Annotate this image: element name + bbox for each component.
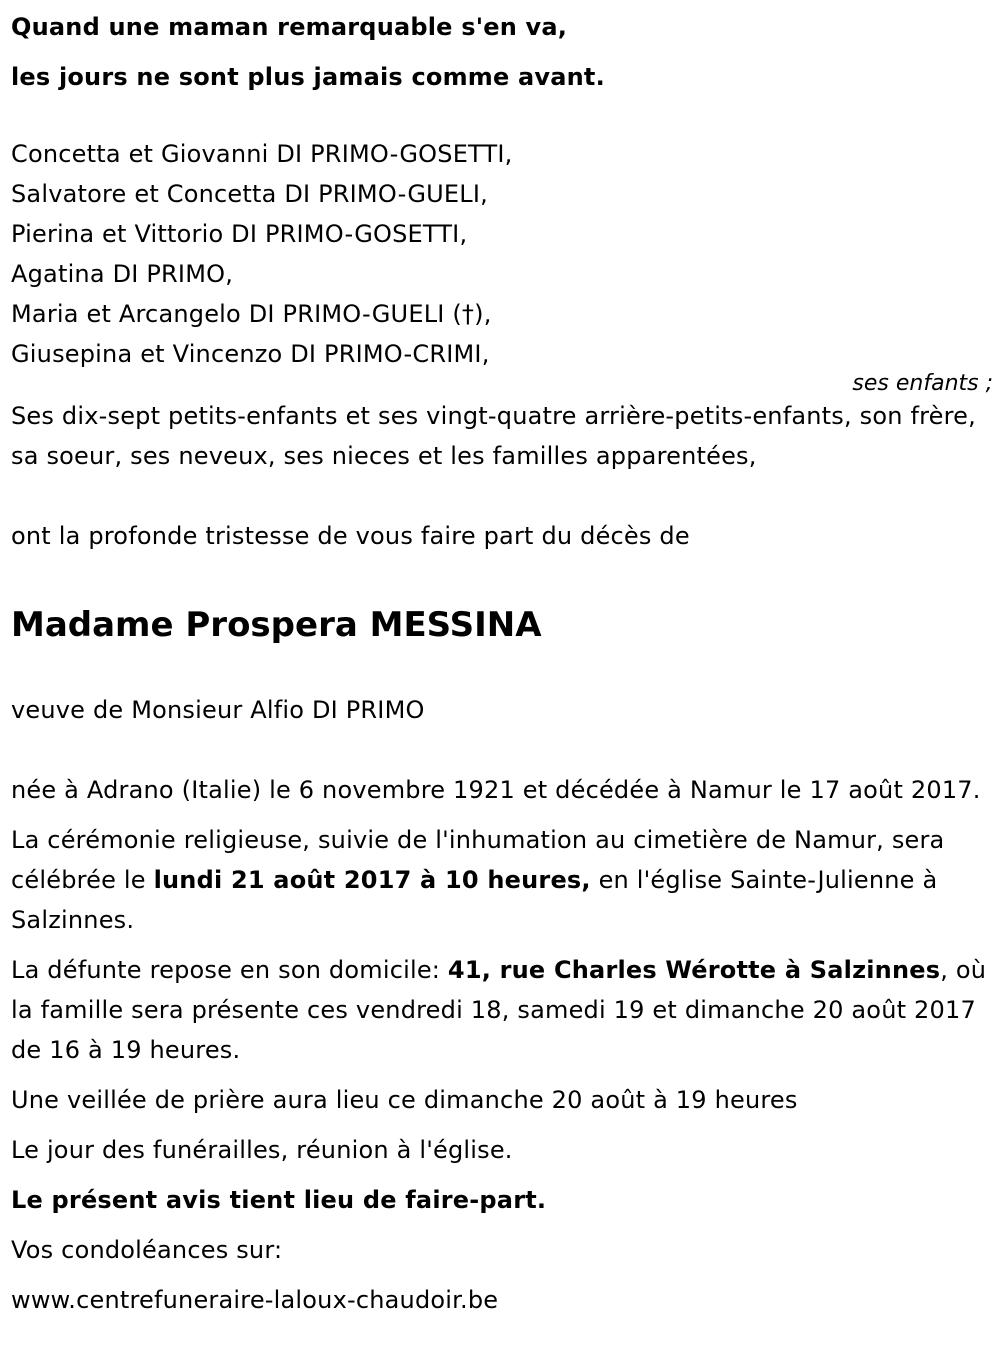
obituary-notice	[11, 0, 991, 1320]
notice-text: Le présent avis tient lieu de faire-part.	[11, 1186, 547, 1214]
funeral-day-text: Le jour des funérailles, réunion à l'église.	[11, 1136, 513, 1164]
birth-death-dates: née à Adrano (Italie) le 6 novembre 1921 et décédée à Namur le 17 août 2017.	[11, 776, 981, 804]
children-signoff: ses enfants ;	[852, 371, 993, 396]
vigil-text: Une veillée de prière aura lieu ce dimanche 20 août à 19 heures	[11, 1086, 798, 1114]
repose-paragraph	[11, 950, 991, 1070]
condolences-label: Vos condoléances sur:	[11, 1236, 283, 1264]
condolences-url: www.centrefuneraire-laloux-chaudoir.be	[11, 1286, 499, 1314]
opening-line-1: Quand une maman remarquable s'en va,	[11, 13, 568, 41]
ceremony-text-after: en l'église Sainte-Julienne à Salzinnes.	[11, 866, 938, 934]
family-paragraph: Ses dix-sept petits-enfants et ses vingt-quatre arrière-petits-enfants, son frère, sa soeur, ses neveux, ses nieces et les familles apparentées,	[11, 402, 976, 470]
repose-text-after: , où la famille sera présente ces vendredi 18, samedi 19 et dimanche 20 août 2017 de 16 à 19 heures.	[11, 956, 987, 1064]
children-list	[11, 134, 991, 374]
child-line: Giusepina et Vincenzo DI PRIMO-CRIMI,	[11, 340, 490, 368]
ceremony-date: lundi 21 août 2017 à 10 heures,	[153, 866, 591, 894]
child-line: Concetta et Giovanni DI PRIMO-GOSETTI,	[11, 140, 513, 168]
ceremony-text-before: La cérémonie religieuse, suivie de l'inhumation au cimetière de Namur, sera célébrée le	[11, 826, 945, 894]
opening-verse	[11, 0, 991, 102]
repose-address: 41, rue Charles Wérotte à Salzinnes	[447, 956, 941, 984]
child-line: Salvatore et Concetta DI PRIMO-GUELI,	[11, 180, 488, 208]
child-line: Pierina et Vittorio DI PRIMO-GOSETTI,	[11, 220, 468, 248]
child-line: Agatina DI PRIMO,	[11, 260, 234, 288]
child-line: Maria et Arcangelo DI PRIMO-GUELI (†),	[11, 300, 492, 328]
ceremony-paragraph	[11, 820, 991, 940]
announcement-text: ont la profonde tristesse de vous faire part du décès de	[11, 522, 690, 550]
opening-line-2: les jours ne sont plus jamais comme avant.	[11, 63, 605, 91]
repose-text-before: La défunte repose en son domicile:	[11, 956, 448, 984]
widow-of: veuve de Monsieur Alfio DI PRIMO	[11, 696, 425, 724]
spacer	[11, 102, 991, 134]
deceased-name: Madame Prospera MESSINA	[11, 605, 542, 645]
